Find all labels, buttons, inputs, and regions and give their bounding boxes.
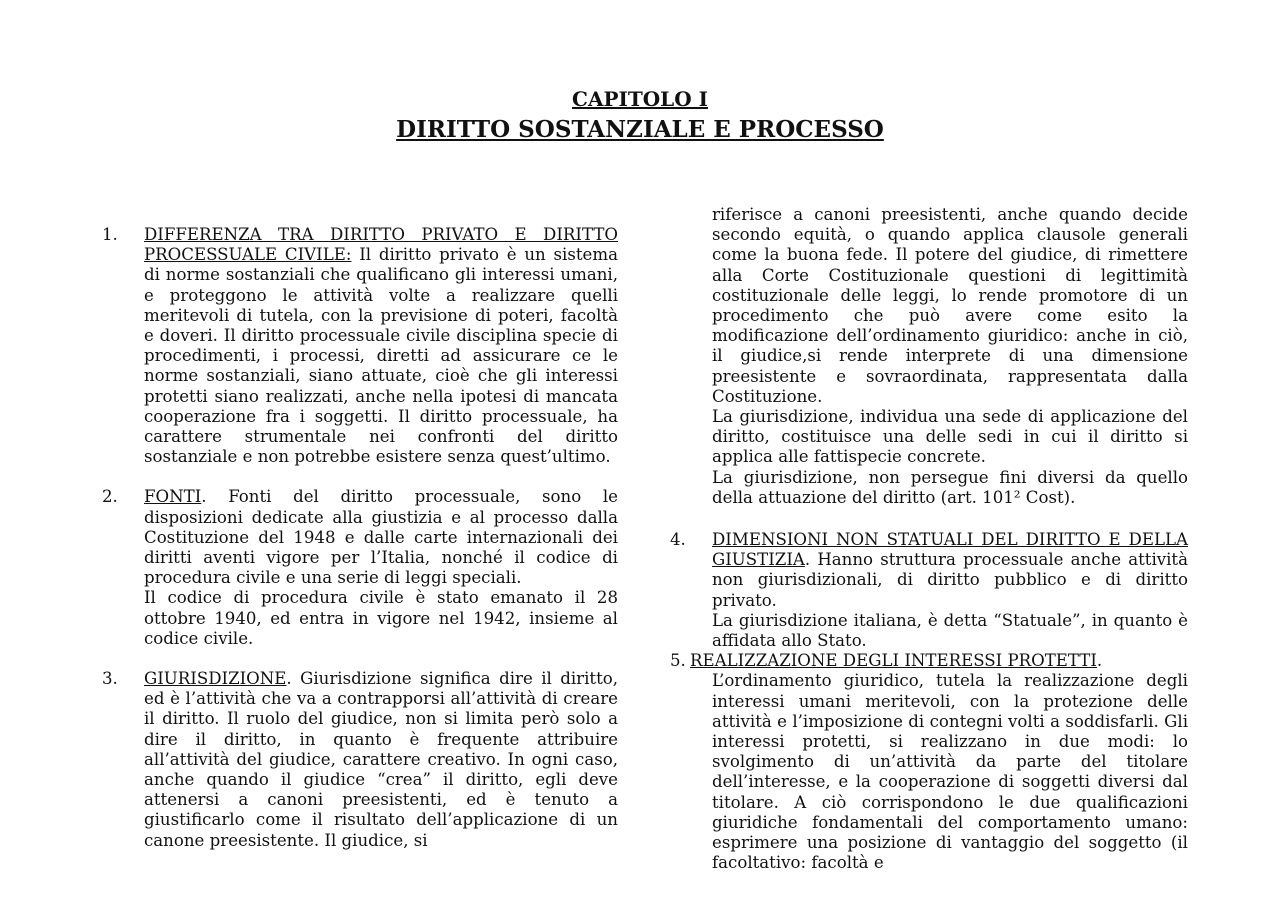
section-paragraph-extra: Il codice di procedura civile è stato emanato il 28 ottobre 1940, ed entra in vigore nel 1942, insieme al codice civile. xyxy=(144,588,618,648)
spacer xyxy=(100,467,618,487)
section-paragraph xyxy=(712,530,1188,611)
section-2 xyxy=(100,487,618,649)
left-column xyxy=(100,225,618,851)
section-body: Il diritto privato è un sistema di norme sostanziali che qualificano gli interessi umani, e proteggono le attività volte a realizzare quelli meritevoli di tutela, con la previsione di poteri, facoltà e doveri. Il diritto processuale civile disciplina specie di procedimenti, i processi, diretti ad assicurare ce le norme sostanziali, siano attuate, cioè che gli interessi protetti siano realizzati, anche nella ipotesi di mancata cooperazione fra i soggetti. Il diritto processuale, ha carattere strumentale nei confronti del diritto sostanziale e non potrebbe esistere senza quest’ultimo. xyxy=(144,245,618,467)
chapter-header xyxy=(0,86,1280,146)
section-paragraph-extra: L’ordinamento giuridico, tutela la realizzazione degli interessi umani meritevoli, con la protezione delle attività e l’imposizione di contegni volti a soddisfarli. Gli interessi protetti, si realizzano in due modi: lo svolgimento di un’attività da parte del titolare dell’interesse, e la cooperazione di soggetti diversi dal titolare. A ciò corrispondono le due qualificazioni giuridiche fondamentali del comportamento umano: esprimere una posizione di vantaggio del soggetto (il facoltativo: facoltà e xyxy=(712,671,1188,873)
section-heading: GIURISDIZIONE xyxy=(144,669,287,689)
section-4 xyxy=(668,530,1188,651)
section-heading: DIMENSIONI NON STATUALI DEL DIRITTO E DELLA GIUSTIZIA xyxy=(712,530,1188,570)
section-paragraph xyxy=(144,669,618,851)
section-3-continued: riferisce a canoni preesistenti, anche quando decide secondo equità, o quando applica clausole generali come la buona fede. Il potere del giudice, di rimettere alla Corte Costituzionale questioni di legittimità costituzionale delle leggi, lo rende promotore di un procedimento che può avere come esito la modificazione dell’ordinamento giuridico: anche in ciò, il giudice,si rende interprete di una dimensione preesistente e sovraordinata, rappresentata dalla Costituzione. xyxy=(712,205,1188,406)
section-paragraph-extra: La giurisdizione italiana, è detta “Statuale”, in quanto è affidata allo Stato. xyxy=(712,610,1188,651)
section-3-paragraph-2: La giurisdizione, individua una sede di applicazione del diritto, costituisce una delle sedi in cui il diritto si applica alle fattispecie concrete. xyxy=(712,407,1188,467)
section-heading: DIFFERENZA TRA DIRITTO PRIVATO E DIRITTO PROCESSUALE CIVILE: xyxy=(144,225,618,265)
section-body: . Fonti del diritto processuale, sono le disposizioni dedicate alla giustizia e al processo dalla Costituzione del 1948 e dalle carte internazionali dei diritti aventi vigore per l’Italia, nonché il codice di procedura civile e una serie di leggi speciali. xyxy=(144,487,618,588)
section-paragraph xyxy=(690,651,1188,671)
chapter-number: CAPITOLO I xyxy=(572,87,708,111)
section-1 xyxy=(100,225,618,467)
section-5 xyxy=(668,651,1188,873)
section-body: . xyxy=(1096,651,1103,671)
chapter-title: DIRITTO SOSTANZIALE E PROCESSO xyxy=(396,116,884,143)
section-paragraph xyxy=(144,225,618,467)
section-number: 1. xyxy=(102,225,118,244)
section-paragraph xyxy=(144,487,618,588)
section-body: . Hanno struttura processuale anche attività non giurisdizionali, di diritto pubblico e di diritto privato. xyxy=(712,550,1188,610)
spacer xyxy=(100,649,618,669)
spacer xyxy=(668,508,1188,530)
section-number: 3. xyxy=(102,669,118,689)
section-body: . Giurisdizione significa dire il diritto, ed è l’attività che va a contrapporsi all’attività di creare il diritto. Il ruolo del giudice, non si limita però solo a dire il diritto, in quanto è frequente attribuire all’attività del giudice, carattere creativo. In ogni caso, anche quando il giudice “crea” il diritto, egli deve attenersi a canoni preesistenti, ed è tenuto a giustificarlo come il risultato dell’applicazione di un canone preesistente. Il giudice, si xyxy=(144,669,618,850)
section-number: 4. xyxy=(670,530,686,550)
section-3 xyxy=(100,669,618,851)
section-heading: FONTI xyxy=(144,487,202,507)
right-column xyxy=(668,205,1188,874)
section-number: 2. xyxy=(102,487,118,507)
section-heading: REALIZZAZIONE DEGLI INTERESSI PROTETTI xyxy=(690,651,1097,671)
section-number: 5. xyxy=(670,651,686,671)
section-3-paragraph-3: La giurisdizione, non persegue fini diversi da quello della attuazione del diritto (art. 101² Cost). xyxy=(712,467,1188,507)
